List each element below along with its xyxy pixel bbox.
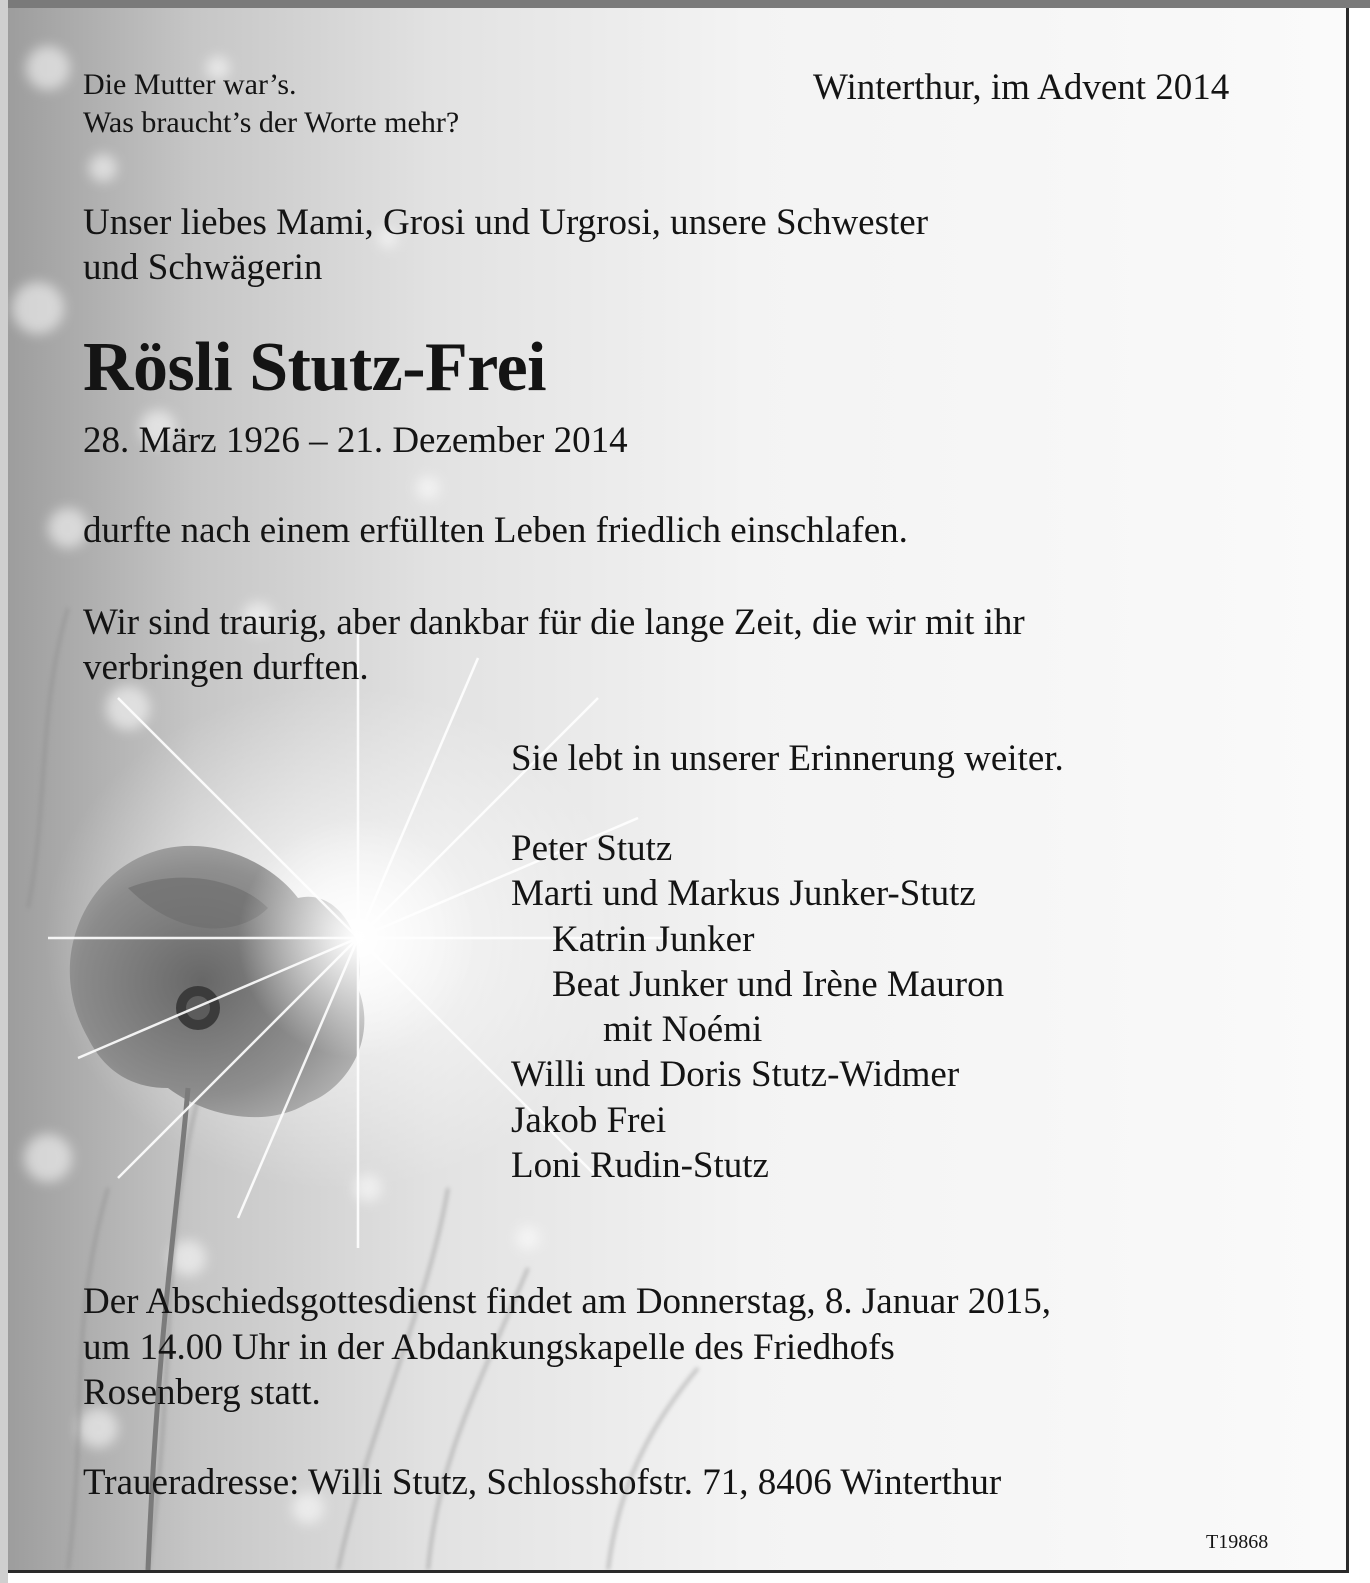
gratitude-line-1: Wir sind traurig, aber dankbar für die lange Zeit, die wir mit ihr: [83, 602, 1025, 643]
motto-line-1: Die Mutter war’s.: [83, 68, 297, 101]
mourner-name: Jakob Frei: [511, 1100, 667, 1141]
mourner-name: Beat Junker und Irène Mauron: [552, 964, 1005, 1005]
service-line-1: Der Abschiedsgottesdienst findet am Donnerstag, 8. Januar 2015,: [83, 1281, 1051, 1322]
place-and-date: Winterthur, im Advent 2014: [813, 67, 1230, 108]
mourner-name: Marti und Markus Junker-Stutz: [511, 873, 976, 914]
mourner-name: Peter Stutz: [511, 828, 673, 869]
top-border: [0, 0, 1370, 8]
mourner-name: mit Noémi: [603, 1009, 763, 1050]
mourning-address: Traueradresse: Willi Stutz, Schlosshofstr. 71, 8406 Winterthur: [83, 1462, 1002, 1503]
passing-text: durfte nach einem erfüllten Leben friedlich einschlafen.: [83, 510, 908, 551]
left-border: [0, 0, 8, 1583]
deceased-name: Rösli Stutz-Frei: [83, 329, 547, 406]
service-line-2: um 14.00 Uhr in der Abdankungskapelle des Friedhofs: [83, 1327, 895, 1368]
mourner-name: Willi und Doris Stutz-Widmer: [511, 1054, 960, 1095]
life-dates: 28. März 1926 – 21. Dezember 2014: [83, 420, 628, 461]
mourner-name: Katrin Junker: [552, 919, 755, 960]
intro-line-2: und Schwägerin: [83, 247, 323, 288]
memory-line: Sie lebt in unserer Erinnerung weiter.: [511, 738, 1064, 779]
gratitude-line-2: verbringen durften.: [83, 647, 369, 688]
motto-line-2: Was braucht’s der Worte mehr?: [83, 106, 460, 139]
mourner-name: Loni Rudin-Stutz: [511, 1145, 769, 1186]
service-line-3: Rosenberg statt.: [83, 1372, 321, 1413]
intro-line-1: Unser liebes Mami, Grosi und Urgrosi, unsere Schwester: [83, 202, 929, 243]
reference-code: T19868: [1206, 1531, 1269, 1553]
obituary-card: [8, 8, 1349, 1573]
